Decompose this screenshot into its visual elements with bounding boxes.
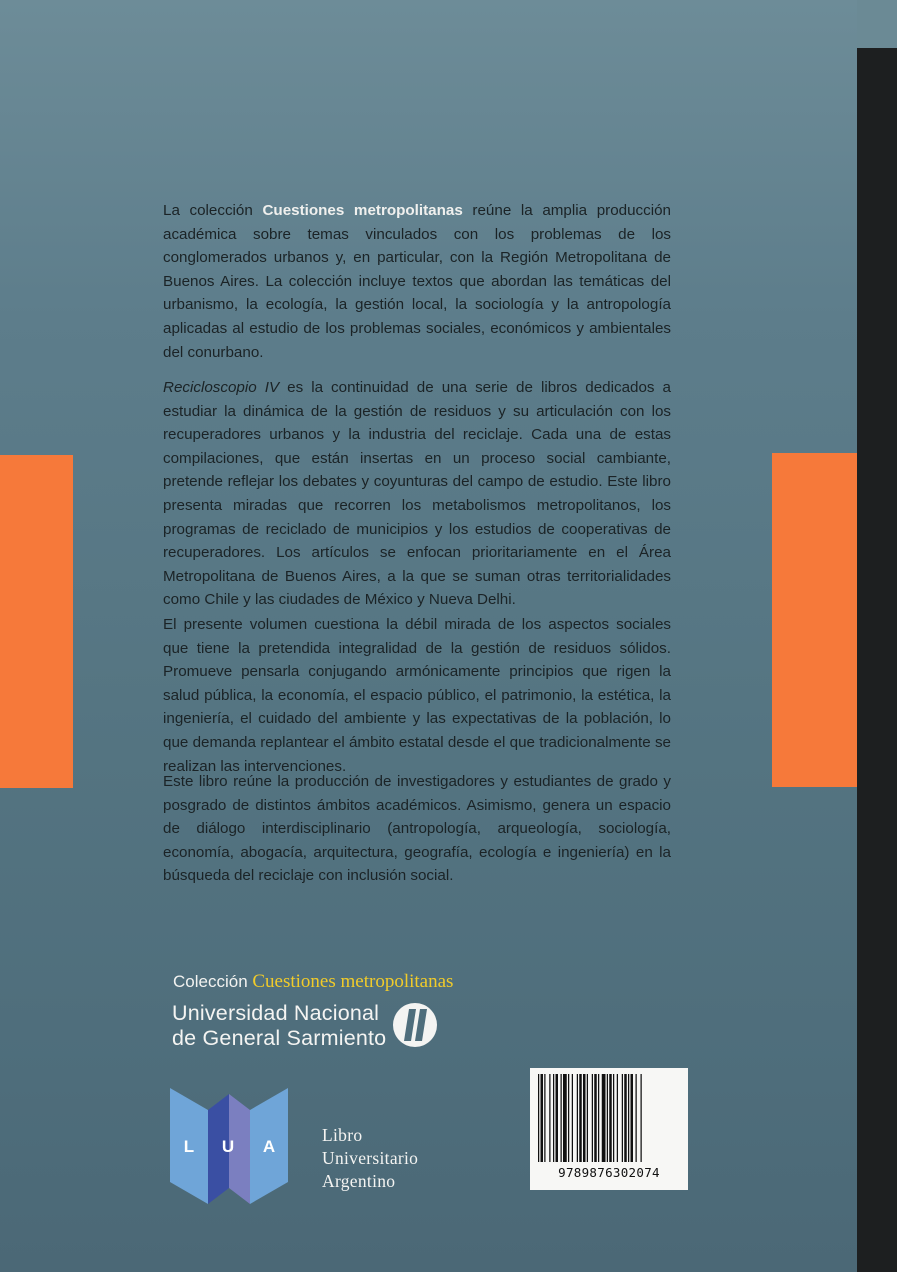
- series-name: Cuestiones metropolitanas: [262, 202, 463, 219]
- orange-band-right: [772, 453, 857, 787]
- volume-paragraph: El presente volumen cuestiona la débil mirada de los aspectos sociales que tiene la pretendida integralidad de la gestión de residuos sólidos. Promueve pensarla conjugando armónicamente principios que rigen la salud pública, la economía, el espacio público, el patrimonio, la estética, la ingeniería, el cuidado del ambiente y las expectativas de la población, lo que demanda replantear el ámbito estatal desde el que tradicionalmente se realizan las intervenciones.: [163, 616, 671, 775]
- book-title: Recicloscopio IV: [163, 379, 280, 396]
- collection-name: Cuestiones metropolitanas: [252, 971, 454, 992]
- intro-paragraph: La colección Cuestiones metropolitanas reúne la amplia producción académica sobre temas vinculados con los problemas de los conglomerados urbanos y, en particular, con la Región Metropolitana de Buenos Aires. La colección incluye textos que abordan las temáticas del urbanismo, la ecología, la gestión local, la sociología y la antropología aplicadas al estudio de los problemas sociales, económicos y ambientales del conurbano.: [163, 202, 671, 361]
- barcode-icon: [538, 1074, 680, 1162]
- lua-logo: [170, 1088, 288, 1204]
- isbn-number: 9789876302074: [558, 1165, 660, 1180]
- collection-label: Colección Cuestiones metropolitanas: [173, 971, 454, 992]
- orange-band-left: [0, 455, 73, 788]
- lua-letter-l: L: [183, 1137, 195, 1156]
- isbn-barcode: [530, 1068, 688, 1190]
- publisher-name: Universidad Nacional de General Sarmiento: [172, 1001, 387, 1050]
- lua-letter-a: A: [262, 1137, 276, 1156]
- book-spine: [857, 48, 897, 1272]
- ungs-logo-icon: [392, 1001, 438, 1049]
- lua-letter-u: U: [221, 1137, 235, 1156]
- description-paragraph: Recicloscopio IV es la continuidad de una serie de libros dedicados a estudiar la dinámica de la gestión de residuos y su articulación con los recuperadores urbanos y la industria del reciclaje. Cada una de estas compilaciones, que están insertas en un proceso social cambiante, pretende reflejar los debates y coyunturas del campo de estudio. Este libro presenta miradas que recorren los metabolismos metropolitanos, los programas de reciclado de municipios y los estudios de cooperativas de recuperadores. Los artículos se enfocan prioritariamente en el Área Metropolitana de Buenos Aires, a la que se suman otras territorialidades como Chile y las ciudades de México y Nueva Delhi.: [163, 379, 671, 609]
- spine-edge: [857, 0, 897, 48]
- authors-paragraph: Este libro reúne la producción de investigadores y estudiantes de grado y posgrado de distintos ámbitos académicos. Asimismo, genera un espacio de diálogo interdisciplinario (antropología, arqueología, sociología, economía, abogacía, arquitectura, geografía, ecología e ingeniería) en la búsqueda del reciclaje con inclusión social.: [163, 773, 671, 885]
- lua-label: Libro Universitario Argentino: [322, 1125, 419, 1191]
